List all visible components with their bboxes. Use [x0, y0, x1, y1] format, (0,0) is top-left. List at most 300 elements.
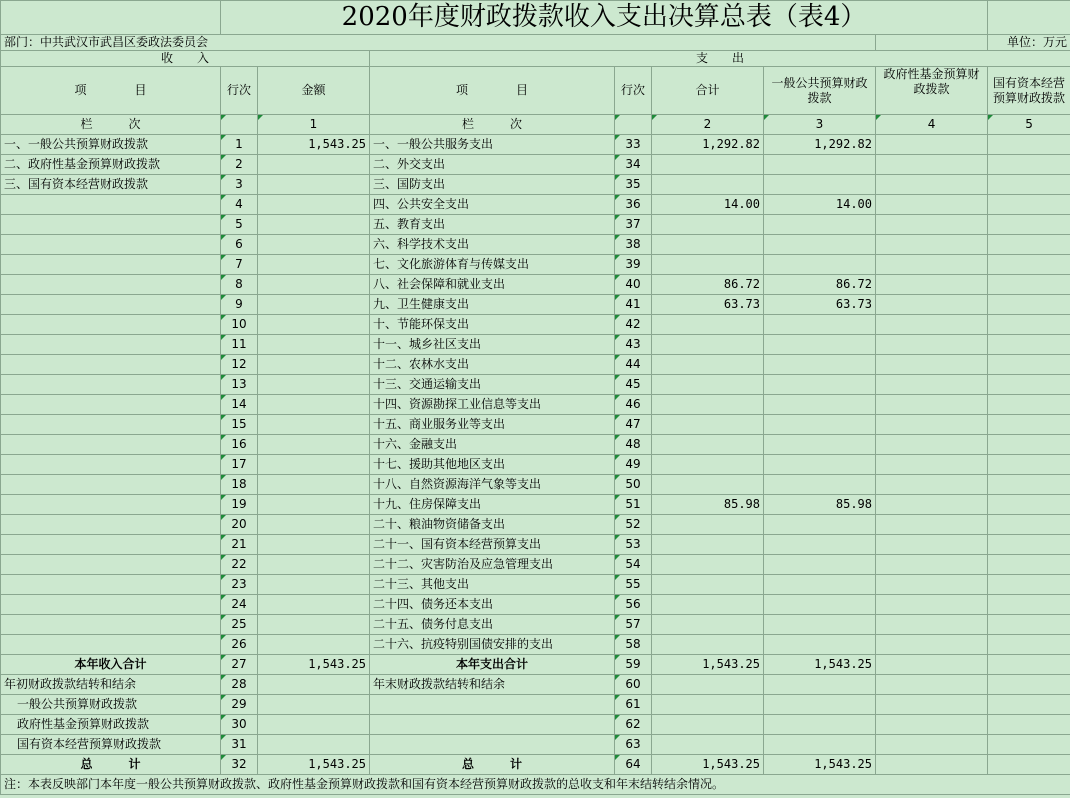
expense-item-cell[interactable]: 十七、援助其他地区支出	[370, 455, 615, 475]
expense-total-cell[interactable]	[652, 255, 764, 275]
column-num-5[interactable]: 5	[988, 115, 1070, 135]
income-line-no-cell[interactable]: 6	[221, 235, 258, 255]
expense-total-cell[interactable]	[652, 575, 764, 595]
general-budget-cell[interactable]	[764, 575, 876, 595]
expense-total-cell[interactable]	[652, 475, 764, 495]
expense-line-no-cell[interactable]: 47	[615, 415, 652, 435]
column-label-left[interactable]: 栏 次	[1, 115, 221, 135]
income-amount-cell[interactable]: 1,543.25	[258, 135, 370, 155]
expense-line-no-cell[interactable]: 36	[615, 195, 652, 215]
general-budget-cell[interactable]	[764, 675, 876, 695]
income-item-cell[interactable]	[1, 435, 221, 455]
general-budget-cell[interactable]	[764, 455, 876, 475]
expense-line-no-cell[interactable]: 52	[615, 515, 652, 535]
expense-line-no-cell[interactable]: 45	[615, 375, 652, 395]
expense-line-no-cell[interactable]: 54	[615, 555, 652, 575]
expense-line-no-cell[interactable]: 38	[615, 235, 652, 255]
income-item-cell[interactable]	[1, 295, 221, 315]
state-capital-cell[interactable]	[988, 315, 1070, 335]
general-budget-cell[interactable]	[764, 735, 876, 755]
grand-total-expense-label[interactable]: 总 计	[370, 755, 615, 775]
expense-total-cell[interactable]	[652, 515, 764, 535]
gov-fund-cell[interactable]	[876, 695, 988, 715]
expense-line-no-cell[interactable]: 49	[615, 455, 652, 475]
empty-cell[interactable]	[221, 115, 258, 135]
expense-header[interactable]: 支 出	[370, 51, 1070, 67]
gov-fund-cell[interactable]	[876, 715, 988, 735]
expense-total-cell[interactable]	[652, 395, 764, 415]
general-budget-cell[interactable]	[764, 235, 876, 255]
expense-total-cell[interactable]	[652, 155, 764, 175]
income-item-cell[interactable]	[1, 315, 221, 335]
gov-fund-cell[interactable]	[876, 255, 988, 275]
unit-label[interactable]: 单位：万元	[988, 35, 1070, 51]
expense-total-cell[interactable]: 14.00	[652, 195, 764, 215]
gov-fund-cell[interactable]	[876, 215, 988, 235]
expense-item-cell[interactable]: 十八、自然资源海洋气象等支出	[370, 475, 615, 495]
expense-line-no-cell[interactable]: 51	[615, 495, 652, 515]
income-line-no-cell[interactable]: 11	[221, 335, 258, 355]
header-line-no-2[interactable]: 行次	[615, 67, 652, 115]
expense-item-cell[interactable]: 一、一般公共服务支出	[370, 135, 615, 155]
general-budget-cell[interactable]: 86.72	[764, 275, 876, 295]
header-state-capital[interactable]: 国有资本经营预算财政拨款	[988, 67, 1070, 115]
income-line-no-cell[interactable]: 17	[221, 455, 258, 475]
general-budget-cell[interactable]: 85.98	[764, 495, 876, 515]
income-total-line-no[interactable]: 27	[221, 655, 258, 675]
general-budget-cell[interactable]	[764, 255, 876, 275]
department-label[interactable]: 部门：中共武汉市武昌区委政法委员会	[1, 35, 876, 51]
carry-income-amount[interactable]	[258, 695, 370, 715]
income-line-no-cell[interactable]: 15	[221, 415, 258, 435]
general-budget-cell[interactable]	[764, 635, 876, 655]
income-total-amount[interactable]: 1,543.25	[258, 655, 370, 675]
general-budget-cell[interactable]	[764, 215, 876, 235]
income-amount-cell[interactable]	[258, 495, 370, 515]
income-amount-cell[interactable]	[258, 595, 370, 615]
gov-fund-cell[interactable]	[876, 475, 988, 495]
income-item-cell[interactable]	[1, 635, 221, 655]
carry-income-item[interactable]: 一般公共预算财政拨款	[1, 695, 221, 715]
state-capital-cell[interactable]	[988, 275, 1070, 295]
expense-item-cell[interactable]: 十、节能环保支出	[370, 315, 615, 335]
state-capital-cell[interactable]	[988, 395, 1070, 415]
expense-item-cell[interactable]: 十三、交通运输支出	[370, 375, 615, 395]
state-capital-cell[interactable]	[988, 555, 1070, 575]
income-header[interactable]: 收 入	[1, 51, 370, 67]
income-item-cell[interactable]	[1, 575, 221, 595]
general-budget-cell[interactable]	[764, 595, 876, 615]
carry-expense-line-no[interactable]: 61	[615, 695, 652, 715]
general-budget-cell[interactable]	[764, 315, 876, 335]
state-capital-cell[interactable]	[988, 295, 1070, 315]
title-cell-right[interactable]	[988, 1, 1070, 35]
gov-fund-cell[interactable]	[876, 355, 988, 375]
expense-total-cell[interactable]	[652, 375, 764, 395]
income-amount-cell[interactable]	[258, 395, 370, 415]
carry-expense-line-no[interactable]: 60	[615, 675, 652, 695]
expense-total-cell[interactable]	[652, 235, 764, 255]
gov-fund-cell[interactable]	[876, 735, 988, 755]
expense-total-cell[interactable]	[652, 435, 764, 455]
income-line-no-cell[interactable]: 18	[221, 475, 258, 495]
expense-total-cell[interactable]: 85.98	[652, 495, 764, 515]
expense-line-no-cell[interactable]: 34	[615, 155, 652, 175]
general-budget-cell[interactable]	[764, 615, 876, 635]
expense-item-cell[interactable]: 二十、粮油物资储备支出	[370, 515, 615, 535]
header-item-2[interactable]: 项 目	[370, 67, 615, 115]
gov-fund-cell[interactable]	[876, 315, 988, 335]
expense-total-general[interactable]: 1,543.25	[764, 655, 876, 675]
expense-total-amount[interactable]: 1,543.25	[652, 655, 764, 675]
expense-line-no-cell[interactable]: 57	[615, 615, 652, 635]
expense-line-no-cell[interactable]: 55	[615, 575, 652, 595]
expense-total-cell[interactable]	[652, 315, 764, 335]
expense-item-cell[interactable]: 十六、金融支出	[370, 435, 615, 455]
income-item-cell[interactable]	[1, 615, 221, 635]
expense-line-no-cell[interactable]: 42	[615, 315, 652, 335]
state-capital-cell[interactable]	[988, 755, 1070, 775]
general-budget-cell[interactable]: 14.00	[764, 195, 876, 215]
gov-fund-cell[interactable]	[876, 515, 988, 535]
expense-item-cell[interactable]: 五、教育支出	[370, 215, 615, 235]
gov-fund-cell[interactable]	[876, 135, 988, 155]
income-item-cell[interactable]	[1, 475, 221, 495]
expense-item-cell[interactable]: 二十六、抗疫特别国债安排的支出	[370, 635, 615, 655]
state-capital-cell[interactable]	[988, 735, 1070, 755]
gov-fund-cell[interactable]	[876, 175, 988, 195]
general-budget-cell[interactable]	[764, 335, 876, 355]
income-item-cell[interactable]	[1, 395, 221, 415]
income-amount-cell[interactable]	[258, 475, 370, 495]
expense-line-no-cell[interactable]: 53	[615, 535, 652, 555]
income-line-no-cell[interactable]: 2	[221, 155, 258, 175]
income-item-cell[interactable]: 一、一般公共预算财政拨款	[1, 135, 221, 155]
expense-item-cell[interactable]: 六、科学技术支出	[370, 235, 615, 255]
income-line-no-cell[interactable]: 1	[221, 135, 258, 155]
state-capital-cell[interactable]	[988, 335, 1070, 355]
general-budget-cell[interactable]	[764, 155, 876, 175]
income-item-cell[interactable]	[1, 415, 221, 435]
expense-item-cell[interactable]: 十二、农林水支出	[370, 355, 615, 375]
state-capital-cell[interactable]	[988, 235, 1070, 255]
expense-item-cell[interactable]: 二十一、国有资本经营预算支出	[370, 535, 615, 555]
income-item-cell[interactable]	[1, 495, 221, 515]
expense-total-cell[interactable]	[652, 335, 764, 355]
income-amount-cell[interactable]	[258, 555, 370, 575]
general-budget-cell[interactable]	[764, 375, 876, 395]
income-item-cell[interactable]	[1, 195, 221, 215]
state-capital-cell[interactable]	[988, 695, 1070, 715]
state-capital-cell[interactable]	[988, 435, 1070, 455]
expense-total-cell[interactable]: 1,292.82	[652, 135, 764, 155]
expense-line-no-cell[interactable]: 43	[615, 335, 652, 355]
grand-total-line-no[interactable]: 32	[221, 755, 258, 775]
income-item-cell[interactable]	[1, 455, 221, 475]
empty-cell[interactable]	[615, 115, 652, 135]
income-amount-cell[interactable]	[258, 575, 370, 595]
grand-total-expense-total[interactable]: 1,543.25	[652, 755, 764, 775]
carry-income-line-no[interactable]: 28	[221, 675, 258, 695]
general-budget-cell[interactable]	[764, 355, 876, 375]
carry-income-line-no[interactable]: 29	[221, 695, 258, 715]
footnote[interactable]: 注：本表反映部门本年度一般公共预算财政拨款、政府性基金预算财政拨款和国有资本经营预算财政拨款的总收支和年末结转结余情况。	[1, 775, 1070, 795]
expense-line-no-cell[interactable]: 46	[615, 395, 652, 415]
general-budget-cell[interactable]: 63.73	[764, 295, 876, 315]
income-amount-cell[interactable]	[258, 235, 370, 255]
gov-fund-cell[interactable]	[876, 635, 988, 655]
expense-item-cell[interactable]: 七、文化旅游体育与传媒支出	[370, 255, 615, 275]
grand-total-expense-general[interactable]: 1,543.25	[764, 755, 876, 775]
income-item-cell[interactable]	[1, 335, 221, 355]
expense-total-cell[interactable]	[652, 455, 764, 475]
income-line-no-cell[interactable]: 8	[221, 275, 258, 295]
carry-income-line-no[interactable]: 31	[221, 735, 258, 755]
expense-item-cell[interactable]: 二十四、债务还本支出	[370, 595, 615, 615]
income-amount-cell[interactable]	[258, 175, 370, 195]
expense-total-cell[interactable]	[652, 735, 764, 755]
state-capital-cell[interactable]	[988, 155, 1070, 175]
gov-fund-cell[interactable]	[876, 235, 988, 255]
expense-item-cell[interactable]: 十四、资源勘探工业信息等支出	[370, 395, 615, 415]
income-amount-cell[interactable]	[258, 615, 370, 635]
income-amount-cell[interactable]	[258, 215, 370, 235]
grand-total-amount[interactable]: 1,543.25	[258, 755, 370, 775]
income-amount-cell[interactable]	[258, 355, 370, 375]
expense-total-cell[interactable]	[652, 215, 764, 235]
carry-income-item[interactable]: 政府性基金预算财政拨款	[1, 715, 221, 735]
general-budget-cell[interactable]	[764, 435, 876, 455]
gov-fund-cell[interactable]	[876, 595, 988, 615]
gov-fund-cell[interactable]	[876, 195, 988, 215]
header-amount[interactable]: 金额	[258, 67, 370, 115]
page-title[interactable]: 2020年度财政拨款收入支出决算总表（表4）	[221, 1, 988, 35]
expense-line-no-cell[interactable]: 44	[615, 355, 652, 375]
expense-item-cell[interactable]: 十一、城乡社区支出	[370, 335, 615, 355]
carry-expense-item[interactable]	[370, 735, 615, 755]
carry-expense-item[interactable]	[370, 715, 615, 735]
title-cell-left[interactable]	[1, 1, 221, 35]
gov-fund-cell[interactable]	[876, 575, 988, 595]
grand-total-label[interactable]: 总 计	[1, 755, 221, 775]
expense-total-cell[interactable]: 86.72	[652, 275, 764, 295]
expense-item-cell[interactable]: 八、社会保障和就业支出	[370, 275, 615, 295]
carry-expense-line-no[interactable]: 63	[615, 735, 652, 755]
expense-item-cell[interactable]: 二十二、灾害防治及应急管理支出	[370, 555, 615, 575]
expense-line-no-cell[interactable]: 39	[615, 255, 652, 275]
expense-total-cell[interactable]: 63.73	[652, 295, 764, 315]
state-capital-cell[interactable]	[988, 495, 1070, 515]
general-budget-cell[interactable]: 1,292.82	[764, 135, 876, 155]
income-item-cell[interactable]	[1, 535, 221, 555]
expense-total-cell[interactable]	[652, 675, 764, 695]
expense-item-cell[interactable]: 二十五、债务付息支出	[370, 615, 615, 635]
expense-item-cell[interactable]: 二、外交支出	[370, 155, 615, 175]
gov-fund-cell[interactable]	[876, 415, 988, 435]
expense-total-cell[interactable]	[652, 535, 764, 555]
header-general-budget[interactable]: 一般公共预算财政拨款	[764, 67, 876, 115]
gov-fund-cell[interactable]	[876, 375, 988, 395]
expense-line-no-cell[interactable]: 48	[615, 435, 652, 455]
general-budget-cell[interactable]	[764, 555, 876, 575]
state-capital-cell[interactable]	[988, 195, 1070, 215]
expense-line-no-cell[interactable]: 35	[615, 175, 652, 195]
column-num-1[interactable]: 1	[258, 115, 370, 135]
income-line-no-cell[interactable]: 9	[221, 295, 258, 315]
income-item-cell[interactable]: 二、政府性基金预算财政拨款	[1, 155, 221, 175]
income-amount-cell[interactable]	[258, 335, 370, 355]
column-num-2[interactable]: 2	[652, 115, 764, 135]
income-line-no-cell[interactable]: 3	[221, 175, 258, 195]
income-line-no-cell[interactable]: 12	[221, 355, 258, 375]
income-line-no-cell[interactable]: 25	[221, 615, 258, 635]
expense-total-cell[interactable]	[652, 615, 764, 635]
state-capital-cell[interactable]	[988, 215, 1070, 235]
state-capital-cell[interactable]	[988, 615, 1070, 635]
expense-total-cell[interactable]	[652, 175, 764, 195]
expense-total-cell[interactable]	[652, 695, 764, 715]
income-line-no-cell[interactable]: 26	[221, 635, 258, 655]
gov-fund-cell[interactable]	[876, 155, 988, 175]
expense-line-no-cell[interactable]: 41	[615, 295, 652, 315]
income-line-no-cell[interactable]: 21	[221, 535, 258, 555]
general-budget-cell[interactable]	[764, 515, 876, 535]
income-item-cell[interactable]	[1, 355, 221, 375]
carry-expense-item[interactable]: 年末财政拨款结转和结余	[370, 675, 615, 695]
state-capital-cell[interactable]	[988, 415, 1070, 435]
general-budget-cell[interactable]	[764, 695, 876, 715]
income-line-no-cell[interactable]: 20	[221, 515, 258, 535]
income-item-cell[interactable]	[1, 375, 221, 395]
expense-item-cell[interactable]: 十五、商业服务业等支出	[370, 415, 615, 435]
expense-total-cell[interactable]	[652, 555, 764, 575]
income-item-cell[interactable]	[1, 255, 221, 275]
income-amount-cell[interactable]	[258, 535, 370, 555]
carry-income-amount[interactable]	[258, 735, 370, 755]
state-capital-cell[interactable]	[988, 375, 1070, 395]
expense-total-line-no[interactable]: 59	[615, 655, 652, 675]
income-item-cell[interactable]	[1, 515, 221, 535]
income-amount-cell[interactable]	[258, 455, 370, 475]
gov-fund-cell[interactable]	[876, 275, 988, 295]
general-budget-cell[interactable]	[764, 475, 876, 495]
expense-line-no-cell[interactable]: 56	[615, 595, 652, 615]
gov-fund-cell[interactable]	[876, 295, 988, 315]
gov-fund-cell[interactable]	[876, 455, 988, 475]
carry-income-line-no[interactable]: 30	[221, 715, 258, 735]
expense-total-cell[interactable]	[652, 715, 764, 735]
header-line-no[interactable]: 行次	[221, 67, 258, 115]
state-capital-cell[interactable]	[988, 675, 1070, 695]
income-item-cell[interactable]	[1, 215, 221, 235]
gov-fund-cell[interactable]	[876, 395, 988, 415]
income-amount-cell[interactable]	[258, 635, 370, 655]
state-capital-cell[interactable]	[988, 355, 1070, 375]
income-amount-cell[interactable]	[258, 295, 370, 315]
income-line-no-cell[interactable]: 7	[221, 255, 258, 275]
income-total-label[interactable]: 本年收入合计	[1, 655, 221, 675]
income-item-cell[interactable]: 三、国有资本经营财政拨款	[1, 175, 221, 195]
gov-fund-cell[interactable]	[876, 335, 988, 355]
expense-item-cell[interactable]: 四、公共安全支出	[370, 195, 615, 215]
income-amount-cell[interactable]	[258, 195, 370, 215]
carry-income-item[interactable]: 国有资本经营预算财政拨款	[1, 735, 221, 755]
expense-item-cell[interactable]: 三、国防支出	[370, 175, 615, 195]
gov-fund-cell[interactable]	[876, 615, 988, 635]
header-item[interactable]: 项 目	[1, 67, 221, 115]
general-budget-cell[interactable]	[764, 715, 876, 735]
gov-fund-cell[interactable]	[876, 495, 988, 515]
income-line-no-cell[interactable]: 5	[221, 215, 258, 235]
expense-line-no-cell[interactable]: 37	[615, 215, 652, 235]
expense-total-cell[interactable]	[652, 635, 764, 655]
income-line-no-cell[interactable]: 23	[221, 575, 258, 595]
expense-line-no-cell[interactable]: 58	[615, 635, 652, 655]
state-capital-cell[interactable]	[988, 635, 1070, 655]
carry-expense-line-no[interactable]: 62	[615, 715, 652, 735]
income-line-no-cell[interactable]: 22	[221, 555, 258, 575]
state-capital-cell[interactable]	[988, 715, 1070, 735]
income-line-no-cell[interactable]: 19	[221, 495, 258, 515]
gov-fund-cell[interactable]	[876, 755, 988, 775]
income-item-cell[interactable]	[1, 275, 221, 295]
general-budget-cell[interactable]	[764, 175, 876, 195]
income-amount-cell[interactable]	[258, 315, 370, 335]
income-line-no-cell[interactable]: 14	[221, 395, 258, 415]
income-amount-cell[interactable]	[258, 515, 370, 535]
expense-item-cell[interactable]: 十九、住房保障支出	[370, 495, 615, 515]
expense-total-cell[interactable]	[652, 415, 764, 435]
header-gov-fund[interactable]: 政府性基金预算财政拨款	[876, 67, 988, 115]
state-capital-cell[interactable]	[988, 135, 1070, 155]
income-amount-cell[interactable]	[258, 155, 370, 175]
gov-fund-cell[interactable]	[876, 655, 988, 675]
income-line-no-cell[interactable]: 10	[221, 315, 258, 335]
empty-cell[interactable]	[876, 35, 988, 51]
income-line-no-cell[interactable]: 4	[221, 195, 258, 215]
state-capital-cell[interactable]	[988, 655, 1070, 675]
state-capital-cell[interactable]	[988, 595, 1070, 615]
expense-line-no-cell[interactable]: 33	[615, 135, 652, 155]
gov-fund-cell[interactable]	[876, 435, 988, 455]
gov-fund-cell[interactable]	[876, 555, 988, 575]
state-capital-cell[interactable]	[988, 475, 1070, 495]
state-capital-cell[interactable]	[988, 515, 1070, 535]
state-capital-cell[interactable]	[988, 175, 1070, 195]
column-num-3[interactable]: 3	[764, 115, 876, 135]
income-amount-cell[interactable]	[258, 415, 370, 435]
income-item-cell[interactable]	[1, 555, 221, 575]
gov-fund-cell[interactable]	[876, 675, 988, 695]
carry-income-item[interactable]: 年初财政拨款结转和结余	[1, 675, 221, 695]
income-item-cell[interactable]	[1, 235, 221, 255]
expense-line-no-cell[interactable]: 50	[615, 475, 652, 495]
income-line-no-cell[interactable]: 16	[221, 435, 258, 455]
grand-total-expense-line-no[interactable]: 64	[615, 755, 652, 775]
state-capital-cell[interactable]	[988, 255, 1070, 275]
income-amount-cell[interactable]	[258, 375, 370, 395]
general-budget-cell[interactable]	[764, 535, 876, 555]
expense-total-cell[interactable]	[652, 595, 764, 615]
general-budget-cell[interactable]	[764, 395, 876, 415]
header-total[interactable]: 合计	[652, 67, 764, 115]
income-line-no-cell[interactable]: 24	[221, 595, 258, 615]
general-budget-cell[interactable]	[764, 415, 876, 435]
expense-total-cell[interactable]	[652, 355, 764, 375]
gov-fund-cell[interactable]	[876, 535, 988, 555]
carry-income-amount[interactable]	[258, 715, 370, 735]
expense-item-cell[interactable]: 九、卫生健康支出	[370, 295, 615, 315]
